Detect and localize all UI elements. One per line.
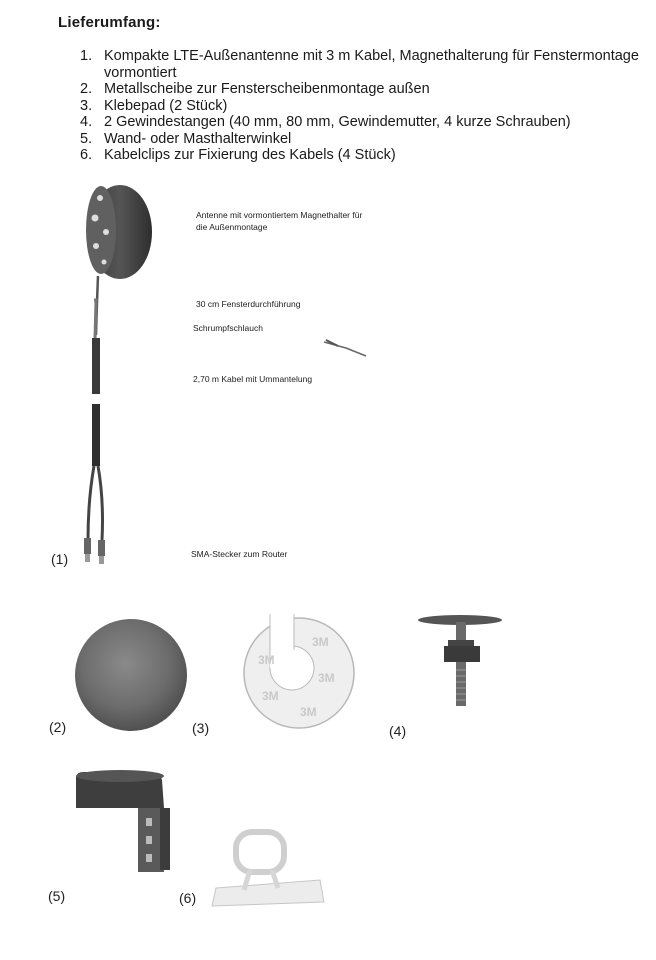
- heading: Lieferumfang:: [58, 14, 161, 31]
- pad-brand-mark: 3M: [318, 671, 335, 685]
- pad-brand-mark: 3M: [262, 689, 279, 703]
- cable-clip: [212, 832, 324, 906]
- annotation-cable: 2,70 m Kabel mit Ummantelung: [193, 374, 313, 384]
- mast-bracket: [76, 770, 170, 872]
- adhesive-pad: [244, 614, 354, 728]
- item-text: Metallscheibe zur Fensterscheibenmontage außen: [104, 81, 430, 97]
- annotation-antenna: [196, 209, 362, 233]
- annotation-window-feedthrough: 30 cm Fensterdurchführung: [196, 299, 301, 309]
- item-number: 6.: [80, 147, 93, 163]
- item-number: 4.: [80, 114, 93, 130]
- figure-label-1: (1): [51, 551, 69, 567]
- item-text: Kabelclips zur Fixierung des Kabels (4 Stück): [104, 147, 396, 163]
- pad-brand-mark: 3M: [312, 635, 329, 649]
- pad-brand-mark: 3M: [300, 705, 317, 719]
- item-number: 1.: [80, 48, 93, 64]
- annotation-sma: SMA-Stecker zum Router: [191, 549, 288, 559]
- figure-label-2: (2): [49, 719, 67, 735]
- heat-shrink-sample: [324, 340, 366, 356]
- item-text: Klebepad (2 Stück): [104, 97, 228, 114]
- item-text: 2 Gewindestangen (40 mm, 80 mm, Gewindemutter, 4 kurze Schrauben): [104, 114, 571, 130]
- pad-brand-mark: 3M: [258, 653, 275, 667]
- item-number: 5.: [80, 130, 93, 147]
- figure-label-5: (5): [48, 888, 66, 904]
- figure-label-4: (4): [389, 723, 407, 739]
- figure-label-6: (6): [179, 890, 197, 906]
- annotation-antenna-line1: Antenne mit vormontiertem Magnethalter für: [196, 210, 363, 220]
- item-text: Kompakte LTE-Außenantenne mit 3 m Kabel, Magnethalterung für Fenstermontage vormontiert: [104, 48, 639, 81]
- annotation-heat-shrink: Schrumpfschlauch: [193, 323, 263, 333]
- threaded-rod: [418, 615, 502, 706]
- figure-label-3: (3): [192, 720, 210, 736]
- item-number: 2.: [80, 81, 93, 97]
- metal-disc: [75, 619, 187, 731]
- antenna-with-cable: [84, 185, 152, 564]
- item-text: Wand- oder Masthalterwinkel: [104, 130, 292, 147]
- annotation-antenna-line2: die Außenmontage: [196, 222, 268, 232]
- item-number: 3.: [80, 97, 93, 114]
